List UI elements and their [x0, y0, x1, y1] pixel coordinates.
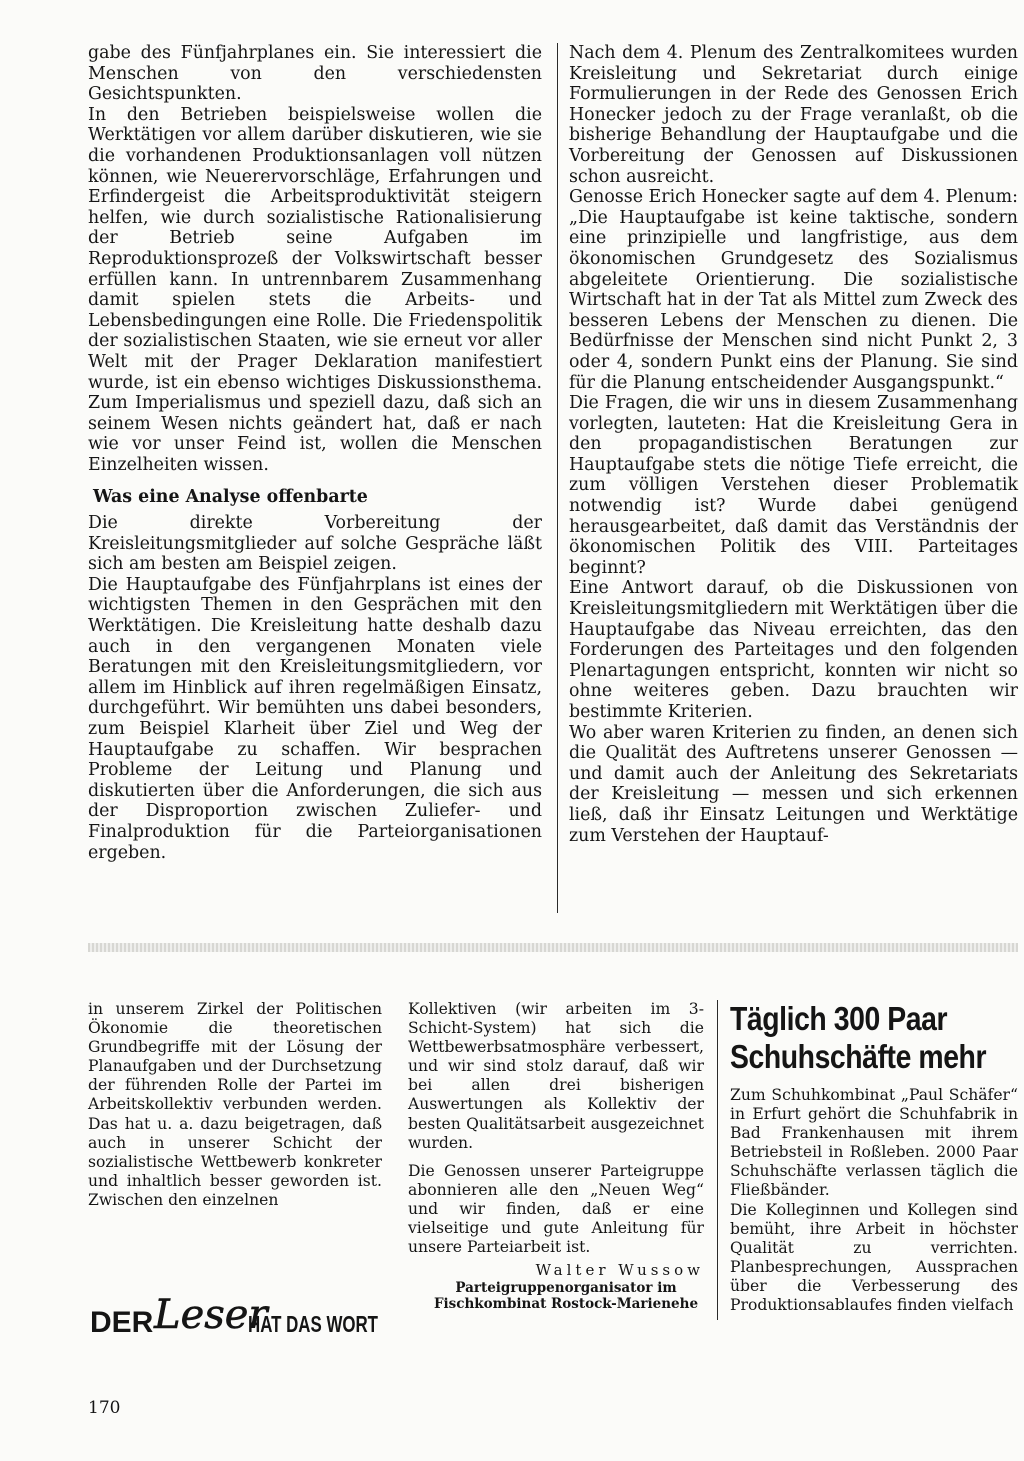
column-divider [557, 43, 558, 913]
paragraph: Die Kolleginnen und Kollegen sind bemüht, ihre Arbeit in höchster Qualität zu verrichten. Planbesprechungen, Aussprachen über die Verbesserung des Produktionsablaufes finden vielfach [730, 1200, 1018, 1315]
paragraph: Nach dem 4. Plenum des Zentralkomitees wurden Kreisleitung und Sekretariat durch einige Formulierungen in der Rede des Genossen Erich Honecker jedoch zu der Frage veranlaßt, ob die bisherige Behandlung der Hauptaufgabe und die Vorbereitung der Genossen auf Diskussionen schon ausreicht. [569, 43, 1018, 187]
der-leser-hat-das-wort-logo [90, 1290, 380, 1340]
paragraph: Die Hauptaufgabe des Fünfjahrplans ist eines der wichtigsten Themen in den Gesprächen mit den Werktätigen. Die Kreisleitung hatte deshalb dazu auch in den vergangenen Monaten viele Beratungen mit den Kreisleitungsmitgliedern, vor allem im Hinblick auf ihren regelmäßigen Einsatz, durchgeführt. Wir bemühten uns dabei besonders, zum Beispiel Klarheit über Ziel und Weg der Hauptaufgabe zu schaffen. Wir besprachen Probleme der Leitung und Planung und diskutierten über die Anforderungen, die sich aus der Disproportion zwischen Zuliefer- und Finalproduktion für die Parteiorganisationen ergeben. [88, 574, 542, 863]
paragraph: Kollektiven (wir arbeiten im 3-Schicht-System) hat sich die Wettbewerbsatmosphäre verbessert, und wir sind stolz darauf, daß wir bei allen drei bisherigen Auswertungen als Kollektiv der besten Qualitätsarbeit ausgezeichnet wurden. [408, 1000, 704, 1152]
section-heading: Was eine Analyse offenbarte [93, 487, 368, 508]
paragraph: Die Fragen, die wir uns in diesem Zusammenhang vorlegten, lauteten: Hat die Kreisleitung Gera in den propagandistischen Beratungen zur Hauptaufgabe stets die nötige Tiefe erreicht, die zum völligen Verstehen dieser Problematik notwendig ist? Wurde dabei genügend herausgearbeitet, daß damit das Verständnis der ökonomischen Politik des VIII. Parteitages beginnt? [569, 393, 1018, 578]
paragraph: in unserem Zirkel der Politischen Ökonomie die theoretischen Grundbegriffe mit der Lösung der Planaufgaben und der Durchsetzung der führenden Rolle der Partei im Arbeitskollektiv verbunden werden. Das hat u. a. dazu beigetragen, daß auch in unserer Schicht der sozialistische Wettbewerb konkreter und inhaltlich besser geworden ist. Zwischen den einzelnen [88, 1000, 382, 1209]
paragraph: Genosse Erich Honecker sagte auf dem 4. Plenum: „Die Hauptaufgabe ist keine taktische, sondern eine prinzipielle und langfristige, aus dem ökonomischen Grundgesetz des Sozialismus abgeleitete Orientierung. Die sozialistische Wirtschaft hat in der Tat als Mittel zum Zweck des besseren Lebens der Menschen zu dienen. Die Bedürfnisse der Menschen sind nicht Punkt 2, 3 oder 4, sondern Punkt eins der Planung. Sie sind für die Planung entscheidender Ausgangspunkt.“ [569, 187, 1018, 393]
paragraph: Wo aber waren Kriterien zu finden, an denen sich die Qualität des Auftretens unserer Genossen — und damit auch der Anleitung des Sekretariats der Kreisleitung — messen und sich erkennen ließ, daß ihr Einsatz Leitungen und Werktätige zum Verstehen der Hauptauf- [569, 722, 1018, 846]
signature-role: Fischkombinat Rostock-Marienehe [433, 1296, 699, 1313]
paragraph: Die direkte Vorbereitung der Kreisleitungsmitglieder auf solche Gespräche läßt sich am besten am Beispiel zeigen. [88, 513, 542, 575]
paragraph: In den Betrieben beispielsweise wollen die Werktätigen vor allem darüber diskutieren, wie sie die vorhandenen Produktionsanlagen voll nützen können, wie Neuerervorschläge, Erfahrungen und Erfindergeist die Arbeitsproduktivität steigern helfen, wie durch sozialistische Rationalisierung der Betrieb seine Aufgaben im Reproduktionsprozeß der Volkswirtschaft besser erfüllen kann. In untrennbarem Zusammenhang damit spielen stets die Arbeits- und Lebensbedingungen eine Rolle. Die Friedenspolitik der sozialistischen Staaten, wie sie erneut vor aller Welt mit der Prager Deklaration manifestiert wurde, ist ein ebenso wichtiges Diskussionsthema. Zum Imperialismus und speziell dazu, daß sich an seinem Wesen nichts geändert hat, daß er nach wie vor unser Feind ist, wollen die Menschen Einzelheiten wissen. [88, 104, 542, 475]
page-number: 170 [88, 1398, 121, 1418]
column-divider [717, 1000, 718, 1320]
upper-right-column [569, 43, 1018, 846]
section-separator [88, 943, 1018, 952]
paragraph: Eine Antwort darauf, ob die Diskussionen von Kreisleitungsmitgliedern mit Werktätigen über die Hauptaufgabe das Niveau erreichten, das den Forderungen des Parteitages und den folgenden Plenartagungen entspricht, konnten wir nicht so ohne weiteres geben. Dazu brauchten wir bestimmte Kriterien. [569, 578, 1018, 722]
logo-text-left: DER [90, 1306, 154, 1339]
paragraph: gabe des Fünfjahrplanes ein. Sie interessiert die Menschen von den verschiedensten Gesichtspunkten. [88, 43, 542, 105]
article-title: Täglich 300 Paar Schuhschäfte mehr [730, 1000, 987, 1075]
lower-left-column [88, 1000, 382, 1210]
paragraph: Zum Schuhkombinat „Paul Schäfer“ in Erfurt gehört die Schuhfabrik in Bad Frankenhausen mit ihrem Betriebsteil in Roßleben. 2000 Paar Schuhschäfte verlassen täglich die Fließbänder. [730, 1086, 1018, 1200]
lower-right-column [730, 1000, 1018, 1315]
upper-left-column [88, 43, 542, 863]
signature-name: Walter Wussow [535, 1261, 704, 1280]
lower-middle-column [408, 1000, 704, 1312]
logo-text-right: HAT DAS WORT [248, 1311, 378, 1337]
logo-text-script: Leser [154, 1292, 268, 1338]
paragraph: Die Genossen unserer Parteigruppe abonnieren alle den „Neuen Weg“ und wir finden, daß er eine vielseitige und gute Anleitung für unsere Parteiarbeit ist. [408, 1161, 704, 1257]
signature-role: Parteigruppenorganisator im [455, 1280, 677, 1297]
